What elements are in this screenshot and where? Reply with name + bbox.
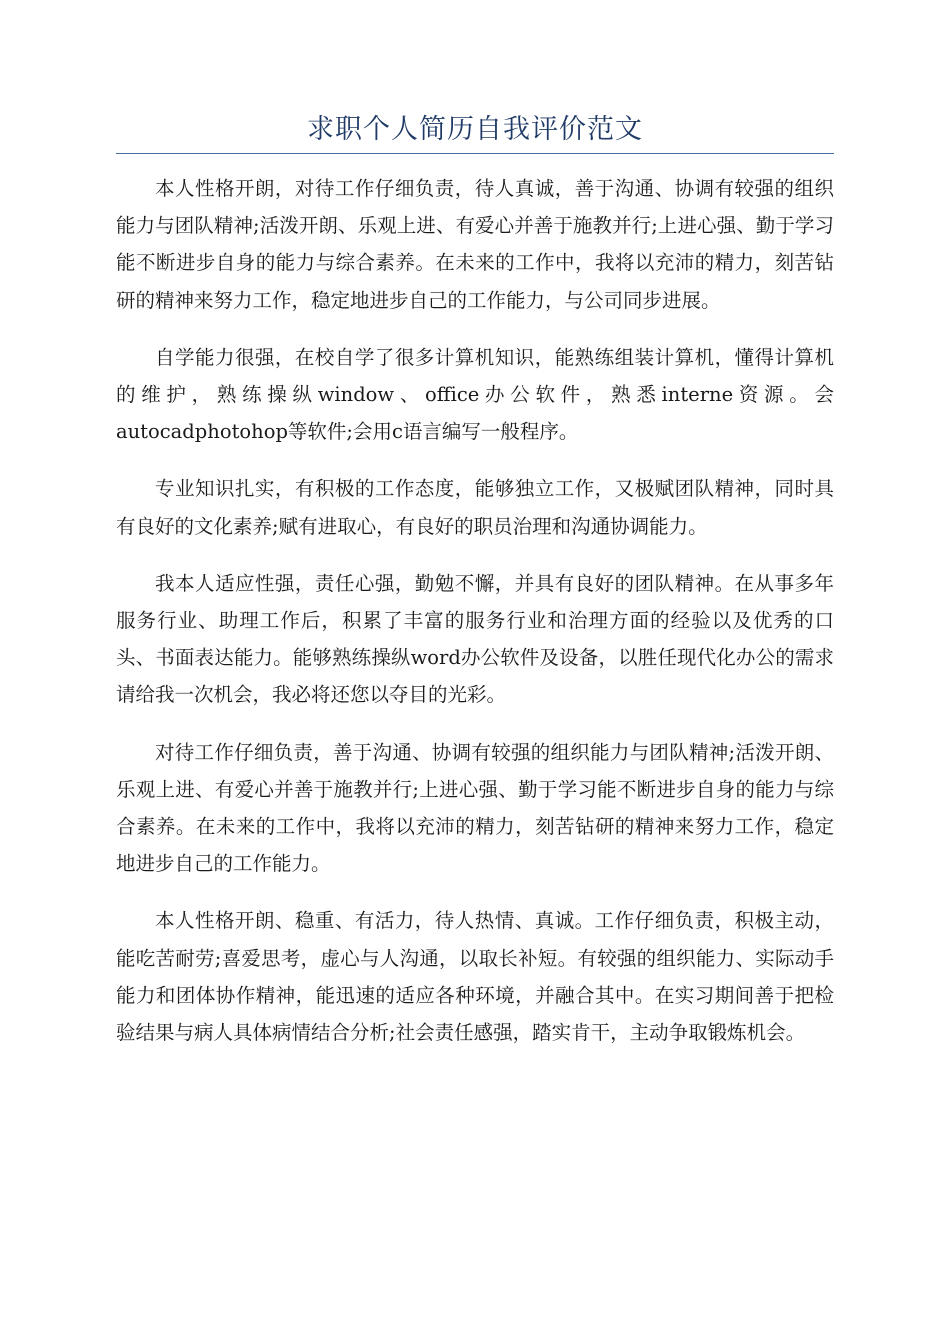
paragraph-4: 我本人适应性强，责任心强，勤勉不懈，并具有良好的团队精神。在从事多年服务行业、助理工作后，积累了丰富的服务行业和治理方面的经验以及优秀的口头、书面表达能力。能够熟练操纵word办公软件及设备，以胜任现代化办公的需求请给我一次机会，我必将还您以夺目的光彩。 xyxy=(116,571,834,707)
document-body xyxy=(116,170,834,1051)
document-page xyxy=(116,108,834,1071)
paragraph-5: 对待工作仔细负责，善于沟通、协调有较强的组织能力与团队精神;活泼开朗、乐观上进、有爱心并善于施教并行;上进心强、勤于学习能不断进步自身的能力与综合素养。在未来的工作中，我将以充沛的精力，刻苦钻研的精神来努力工作，稳定地进步自己的工作能力。 xyxy=(116,740,834,876)
title-underline-rule xyxy=(116,153,834,154)
paragraph-2: 自学能力很强，在校自学了很多计算机知识，能熟练组装计算机，懂得计算机的维护，熟练操纵window、office办公软件，熟悉interne资源。会autocadphotohop等软件;会用c语言编写一般程序。 xyxy=(116,345,834,444)
paragraph-6: 本人性格开朗、稳重、有活力，待人热情、真诚。工作仔细负责，积极主动，能吃苦耐劳;喜爱思考，虚心与人沟通，以取长补短。有较强的组织能力、实际动手能力和团体协作精神，能迅速的适应各种环境，并融合其中。在实习期间善于把检验结果与病人具体病情结合分析;社会责任感强，踏实肯干，主动争取锻炼机会。 xyxy=(116,909,834,1045)
document-title: 求职个人简历自我评价范文 xyxy=(307,114,643,145)
paragraph-3: 专业知识扎实，有积极的工作态度，能够独立工作，又极赋团队精神，同时具有良好的文化素养;赋有进取心，有良好的职员治理和沟通协调能力。 xyxy=(116,477,834,538)
paragraph-1: 本人性格开朗，对待工作仔细负责，待人真诚，善于沟通、协调有较强的组织能力与团队精神;活泼开朗、乐观上进、有爱心并善于施教并行;上进心强、勤于学习能不断进步自身的能力与综合素养。在未来的工作中，我将以充沛的精力，刻苦钻研的精神来努力工作，稳定地进步自己的工作能力，与公司同步进展。 xyxy=(116,177,834,312)
